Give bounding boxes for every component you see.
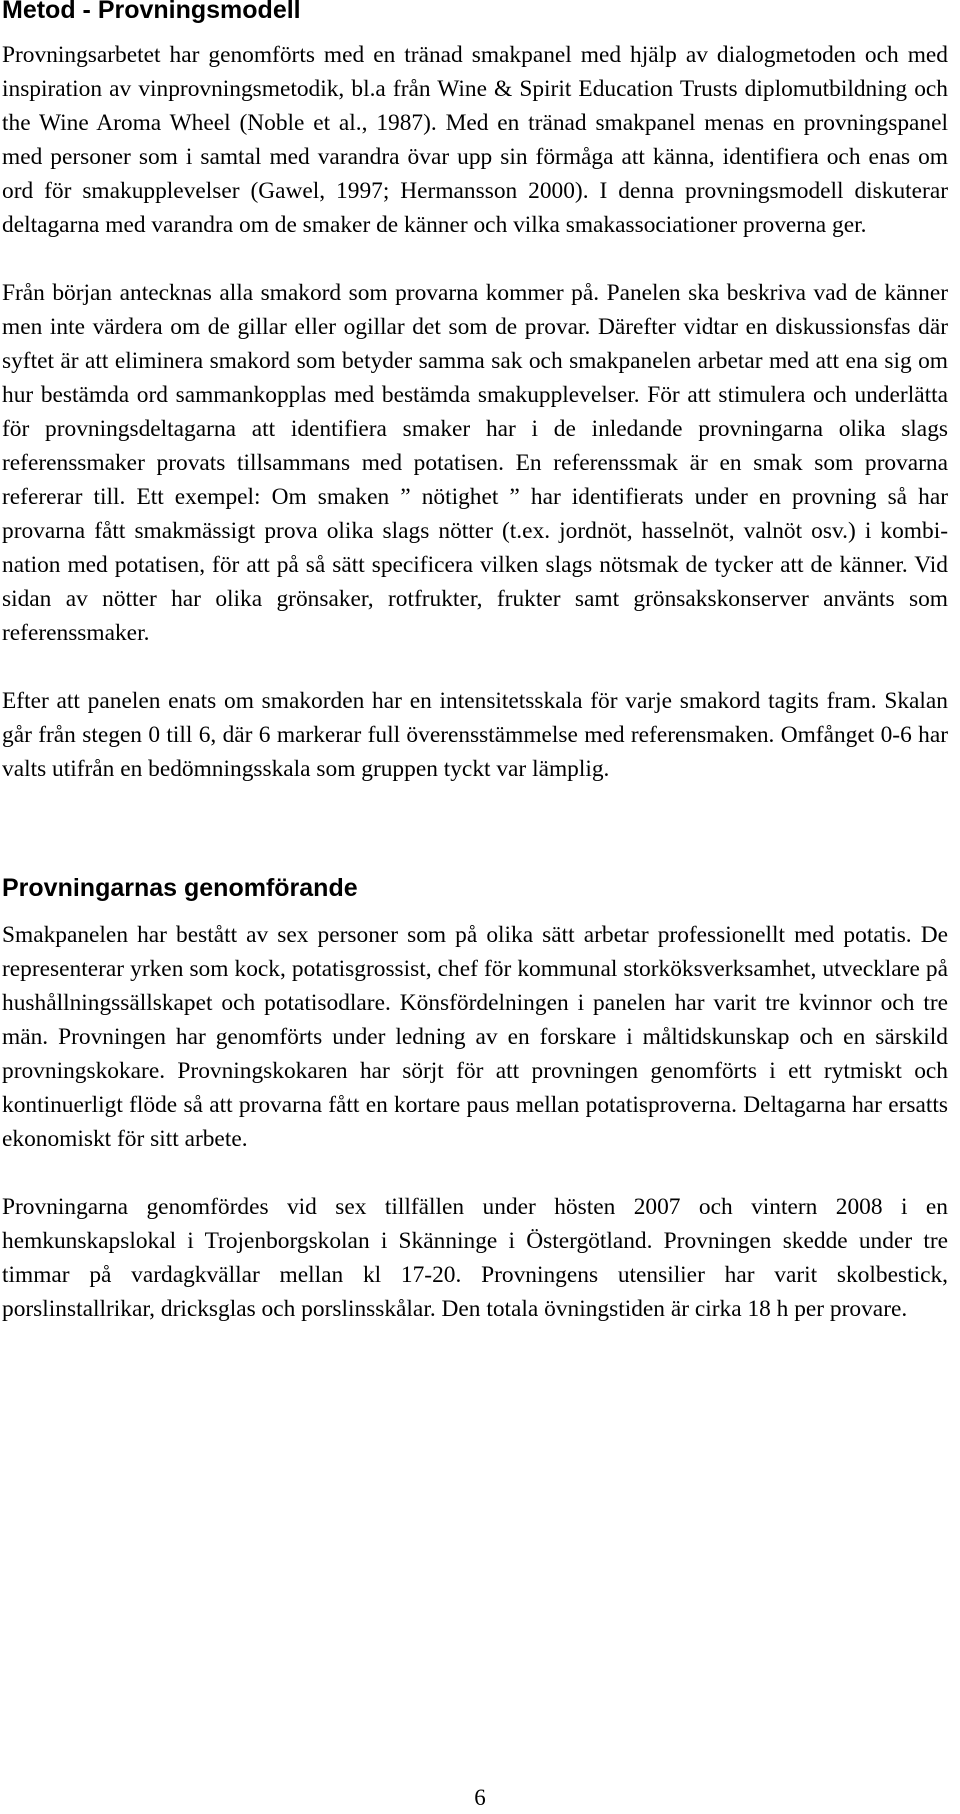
section-body bbox=[2, 38, 948, 786]
body-paragraph: Smakpanelen har bestått av sex personer som på olika sätt arbetar professionellt med potatis. De representerar yrken som kock, potatisgrossist, chef för kommunal storköksverksamhet, utvecklare på hushållningssällskapet och potatisodlare. Könsfördelningen i panelen har varit tre kvinnor och tre män. Provningen har genomförts under ledning av en forskare i måltidskunskap och en särskild provningskokare. Provningskokaren har sörjt för att provningen genomförts i ett rytmiskt och kontinuerligt flöde så att provarna fått en kortare paus mellan potatisproverna. Deltagarna har ersatts ekonomiskt för sitt arbete. bbox=[2, 922, 948, 1152]
body-paragraph: Efter att panelen enats om smakorden har en intensitetsskala för varje smakord tagits fram. Skalan går från stegen 0 till 6, där 6 markerar full överensstämmelse med referensmaken. Omfånget 0-6 har valts utifrån en bedömningsskala som gruppen tyckt var lämplig. bbox=[2, 688, 948, 782]
section-heading: Metod - Provningsmodell bbox=[2, 0, 301, 24]
section-heading: Provningarnas genomförande bbox=[2, 874, 358, 902]
section-provningarnas-genomforande bbox=[2, 874, 948, 1326]
page-number: 6 bbox=[474, 1785, 486, 1810]
body-paragraph: Provningarna genomfördes vid sex tillfällen under hösten 2007 och vintern 2008 i en hemkunskapslokal i Trojenborgskolan i Skänninge i Östergötland. Provningen skedde under tre timmar på vardagkvällar mellan kl 17-20. Provningens utensilier har varit skolbestick, porslinstallrikar, dricksglas och porslinsskålar. Den totala övningstiden är cirka 18 h per provare. bbox=[2, 1194, 948, 1322]
body-paragraph: Från början antecknas alla smakord som provarna kommer på. Panelen ska beskriva vad de känner men inte värdera om de gillar eller ogillar det som de provar. Därefter vidtar en diskussionsfas där syftet är att eliminera smakord som betyder samma sak och smakpanelen arbetar med att ena sig om hur bestämda ord sammankopplas med bestämda smakupplevelser. För att stimulera och underlätta för provningsdeltagarna att identifiera smaker har i de inledande provningarna olika slags referenssmaker provats tillsammans med potatisen. En referenssmak är en smak som provarna refererar till. Ett exempel: Om smaken ” nötighet ” har identifierats under en provning så har provarna fått smakmässigt prova olika slags nötter (t.ex. jordnöt, hasselnöt, valnöt osv.) i kombination med potatisen, för att på så sätt specificera vilken slags nötsmak de tycker att de känner. Vid sidan av nötter har olika grönsaker, rotfrukter, frukter samt grönsakskonserver använts som referenssmaker. bbox=[2, 280, 948, 646]
body-paragraph: Provningsarbetet har genomförts med en tränad smakpanel med hjälp av dialogmetoden och med inspiration av vinprovningsmetodik, bl.a från Wine & Spirit Education Trusts diplomutbildning och the Wine Aroma Wheel (Noble et al., 1987). Med en tränad smakpanel menas en provningspanel med personer som i samtal med varandra övar upp sin förmåga att känna, identifiera och enas om ord för smakupplevelser (Gawel, 1997; Hermansson 2000). I denna provningsmodell diskuterar deltagarna med varandra om de smaker de känner och vilka smakassociationer proverna ger. bbox=[2, 42, 948, 238]
section-provningsmodell bbox=[2, 0, 948, 786]
